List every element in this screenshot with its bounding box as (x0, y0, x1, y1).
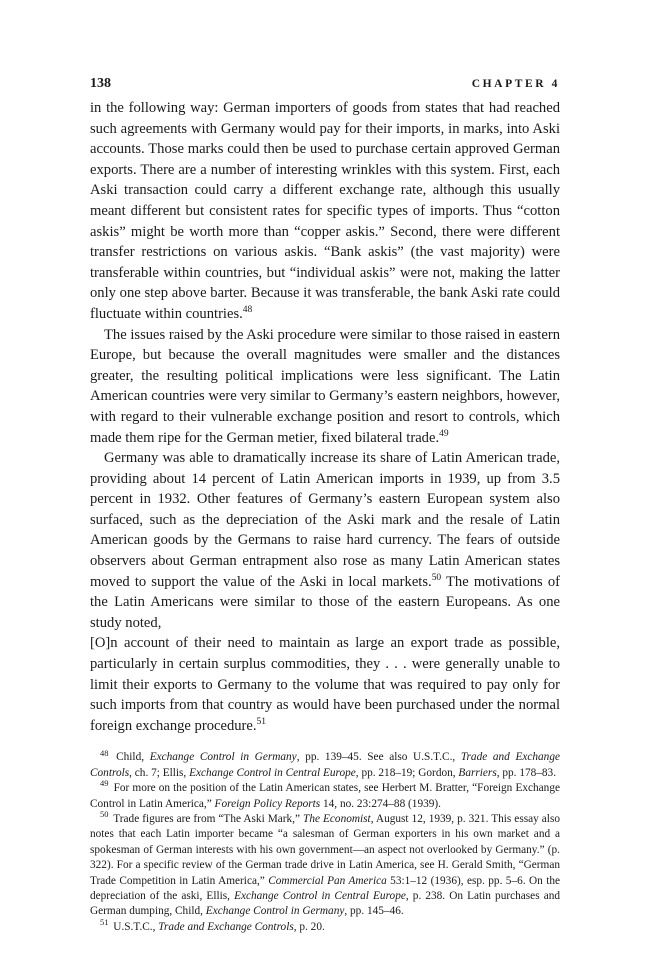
footnote-text: , pp. 178–83. (496, 766, 557, 779)
paragraph-1-text: in the following way: German importers of goods from states that had reached such agreements with Germany would pay for their imports, in marks, into Aski accounts. Those marks could then be used to purchase certain approved German exports. There are a number of interesting wrinkles with this system. First, each Aski transaction could carry a different exchange rate, although this usually meant different but consistent rates for specific types of imports. Thus “cotton askis” might be worth more than “copper askis.” Second, there were different transfer restrictions on various askis. “Bank askis” (the vast majority) were transferable within countries, but “individual askis” were not, making the latter only one step above barter. Because it was transferable, the bank Aski rate could fluctuate within countries. (90, 100, 560, 322)
footnote-text: , pp. 145–46. (344, 905, 404, 918)
paragraph-3-text-b: The motivations of the Latin Americans were similar to those of the eastern Europeans. As one study noted, (90, 573, 560, 631)
footnote-text: 14, no. 23:274–88 (1939). (320, 797, 441, 810)
footnotes (90, 747, 561, 935)
paragraph-3-text-a: Germany was able to dramatically increase its share of Latin American trade, providing about 14 percent of Latin American imports in 1939, up from 3.5 percent in 1932. Other features of Germany’s eastern European system also surfaced, such as the depreciation of the Aski mark and the resale of Latin American goods by the Germans to raise hard currency. The fears of outside observers about German entrapment also rose as many Latin American states moved to support the value of the Aski in local markets. (90, 450, 560, 590)
page-number: 138 (90, 76, 111, 91)
footnote-text: Trade figures are from “The Aski Mark,” (110, 813, 304, 826)
footnote-title: Exchange Control in Germany (149, 751, 297, 764)
footnote-number: 51 (100, 917, 109, 928)
footnote-title: Trade and Exchange Controls (90, 751, 560, 779)
footnote-text: , p. 20. (293, 920, 325, 933)
footnote-number: 49 (100, 778, 109, 789)
footnote-title: Exchange Control in Germany (205, 905, 345, 918)
footnote-title: Foreign Policy Reports (214, 797, 321, 810)
page-header (90, 76, 560, 92)
block-quote-text: [O]n account of their need to maintain as large an export trade as possible, particularly in certain surplus commodities, they . . . were generally unable to limit their exports to Germany to the volume that was required to pay only for such imports from that country as would have been purchased under the normal foreign exchange procedure. (90, 635, 560, 734)
footnote-49 (90, 778, 560, 812)
book-page (90, 76, 560, 935)
running-head: CHAPTER 4 (471, 78, 560, 90)
block-quote (90, 633, 560, 736)
footnote-ref-50: 50 (431, 572, 442, 583)
footnote-text: U.S.T.C., (110, 920, 159, 933)
paragraph-2-text: The issues raised by the Aski procedure were similar to those raised in eastern Europe, but because the overall magnitudes were smaller and the distances greater, the resulting political implications were less significant. The Latin American countries were very similar to Germany’s eastern neighbors, however, with regard to their vulnerable exchange position and resort to controls, which made them ripe for the German metier, fixed bilateral trade. (90, 326, 560, 446)
footnote-title: Commercial Pan America (268, 874, 387, 887)
footnote-ref-51: 51 (256, 716, 267, 727)
footnote-title: The Economist (303, 813, 371, 826)
footnote-text: , August 12, 1939, p. 321. This essay also notes that each Latin importer became “a salesman of German exporters in his own market and a spokesman of German interests with his own government—an aspect not overlooked by Germany.” (p. 322). For a specific review of the German trade drive in Latin America, see H. Gerald Smith, “German Trade Competition in Latin America,” (90, 813, 560, 887)
body-text (90, 98, 560, 736)
footnote-text: , p. 238. On Latin purchases and German dumping, Child, (90, 890, 560, 918)
footnote-50 (90, 809, 561, 920)
footnote-title: Exchange Control in Central Europe (234, 890, 406, 903)
footnote-title: Exchange Control in Central Europe (189, 766, 356, 779)
footnote-title: Trade and Exchange Controls (158, 920, 294, 933)
footnote-number: 48 (100, 747, 109, 758)
paragraph-3 (90, 448, 560, 633)
footnote-text: For more on the position of the Latin American states, see Herbert M. Bratter, “Foreign Exchange Control in Latin America,” (90, 782, 560, 810)
footnote-ref-48: 48 (242, 305, 253, 316)
footnote-text: Child, (110, 751, 150, 764)
footnote-text: , pp. 218–19; Gordon, (355, 766, 459, 779)
footnote-number: 50 (100, 809, 109, 820)
footnote-51 (90, 917, 560, 935)
footnote-48 (90, 747, 560, 781)
footnote-ref-49: 49 (439, 428, 449, 439)
footnote-text: , ch. 7; Ellis, (129, 766, 190, 779)
paragraph-1 (90, 98, 560, 325)
footnote-text: , pp. 139–45. See also U.S.T.C., (296, 751, 461, 764)
footnote-title: Barriers (458, 766, 497, 779)
paragraph-2 (90, 325, 560, 449)
footnote-text: 53:1–12 (1936), esp. pp. 5–6. On the depreciation of the aski, Ellis, (90, 874, 561, 903)
